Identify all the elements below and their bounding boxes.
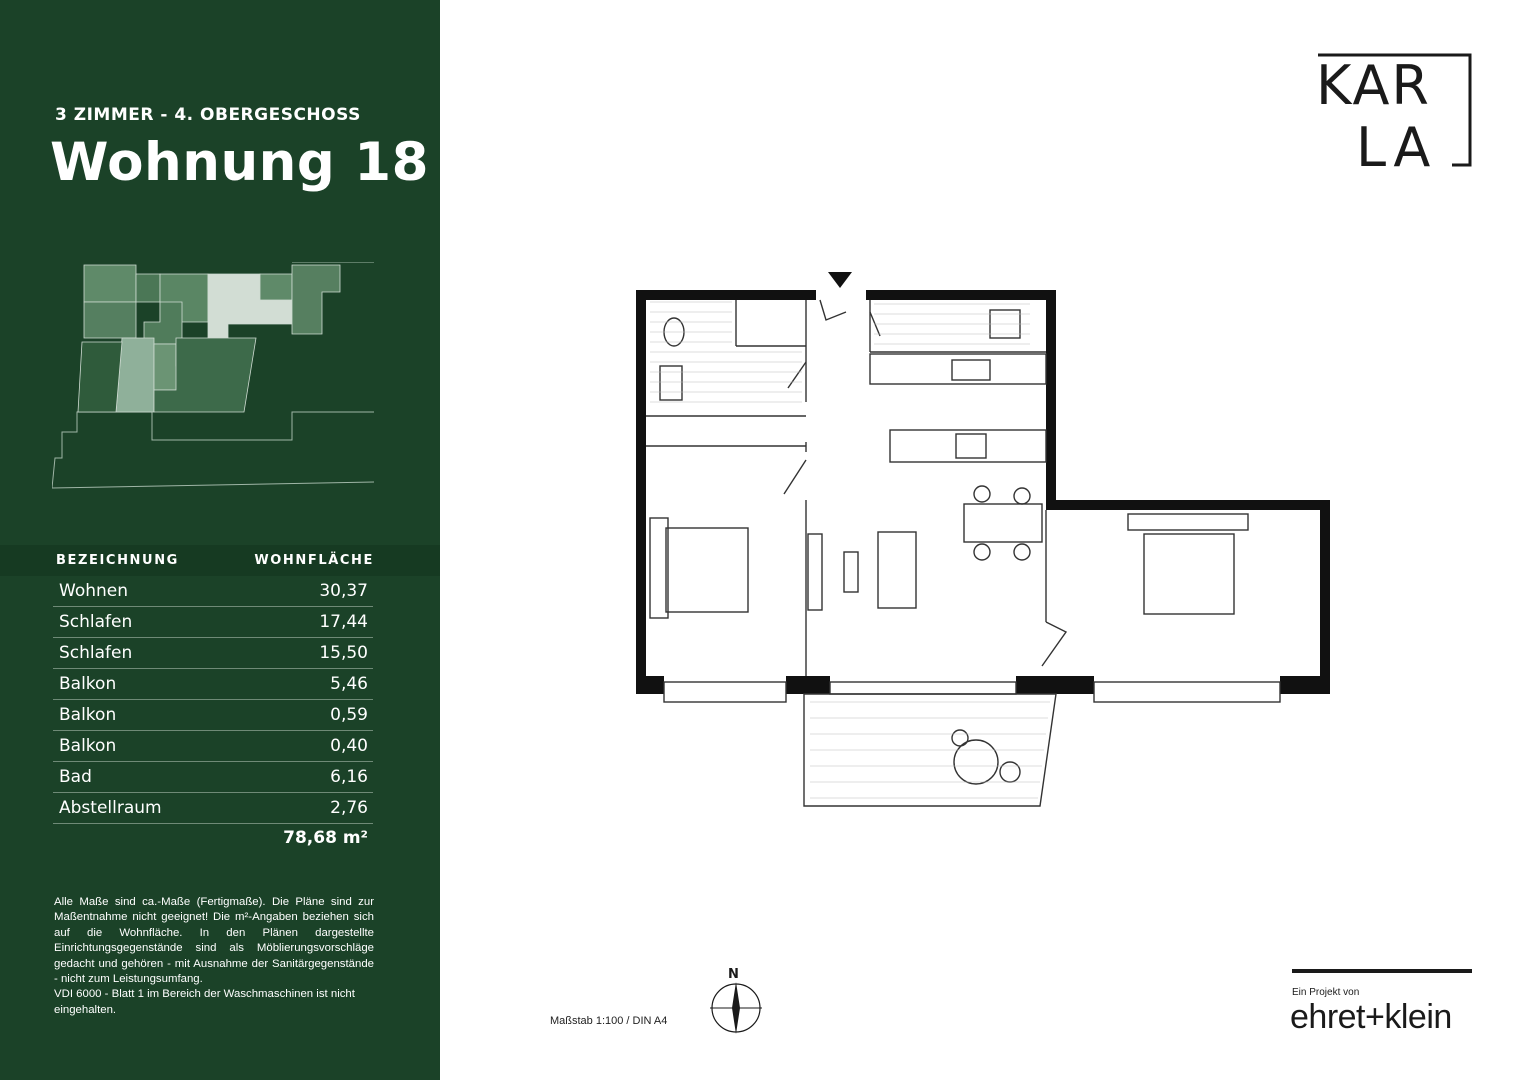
room-name: Bad: [59, 767, 92, 787]
karla-logo: [1314, 52, 1474, 170]
site-plan-diagram: [52, 262, 376, 490]
column-header-area: WOHNFLÄCHE: [254, 553, 374, 568]
room-area: 6,16: [330, 767, 368, 787]
disclaimer-text: Alle Maße sind ca.-Maße (Fertigmaße). Die Pläne sind zur Maßentnahme nicht geeignet! Die m²-Angaben beziehen sich auf die Wohnfläche. In den Plänen dargestellte Einrichtungsgegenstände sind als Möblierungsvorschläge gedacht und gehören - mit Ausnahme der Sanitärgegenstände - nicht zum Leistungsumfang.: [54, 896, 374, 986]
column-header-name: BEZEICHNUNG: [56, 553, 179, 568]
room-area: 5,46: [330, 674, 368, 694]
north-label: N: [728, 967, 739, 982]
project-label: Ein Projekt von: [1292, 987, 1360, 998]
vdi-note: VDI 6000 - Blatt 1 im Bereich der Waschmaschinen ist nicht eingehalten.: [54, 988, 355, 1016]
room-name: Balkon: [59, 674, 117, 694]
floor-plan: [620, 262, 1340, 822]
table-row: [53, 793, 373, 824]
scale-label: Maßstab 1:100 / DIN A4: [550, 1015, 668, 1027]
table-row: [53, 731, 373, 762]
room-area: 30,37: [319, 581, 368, 601]
logo-line-2: LA: [1356, 116, 1437, 170]
entrance-marker-icon: [828, 272, 852, 288]
room-area: 2,76: [330, 798, 368, 818]
north-arrow-icon: [706, 962, 766, 1036]
logo-line-1: KAR: [1316, 54, 1431, 117]
table-row: [53, 638, 373, 669]
table-row: [53, 607, 373, 638]
room-name: Abstellraum: [59, 798, 162, 818]
developer-logo: ehret+klein: [1290, 998, 1452, 1036]
table-row: [53, 700, 373, 731]
table-row: [53, 669, 373, 700]
total-area: 78,68 m²: [283, 828, 368, 848]
disclaimer-note: [54, 895, 374, 1018]
room-name: Schlafen: [59, 612, 133, 632]
room-area: 15,50: [319, 643, 368, 663]
room-name: Schlafen: [59, 643, 133, 663]
room-area: 17,44: [319, 612, 368, 632]
room-name: Wohnen: [59, 581, 128, 601]
sidebar: [0, 0, 440, 1080]
table-row: [53, 576, 373, 607]
unit-subtitle: 3 ZIMMER - 4. OBERGESCHOSS: [55, 105, 361, 125]
room-area: 0,40: [330, 736, 368, 756]
table-row: [53, 762, 373, 793]
room-area: 0,59: [330, 705, 368, 725]
area-table: [53, 576, 373, 824]
room-name: Balkon: [59, 736, 117, 756]
unit-title: Wohnung 18: [50, 132, 430, 193]
room-name: Balkon: [59, 705, 117, 725]
footer-divider: [1292, 969, 1472, 973]
